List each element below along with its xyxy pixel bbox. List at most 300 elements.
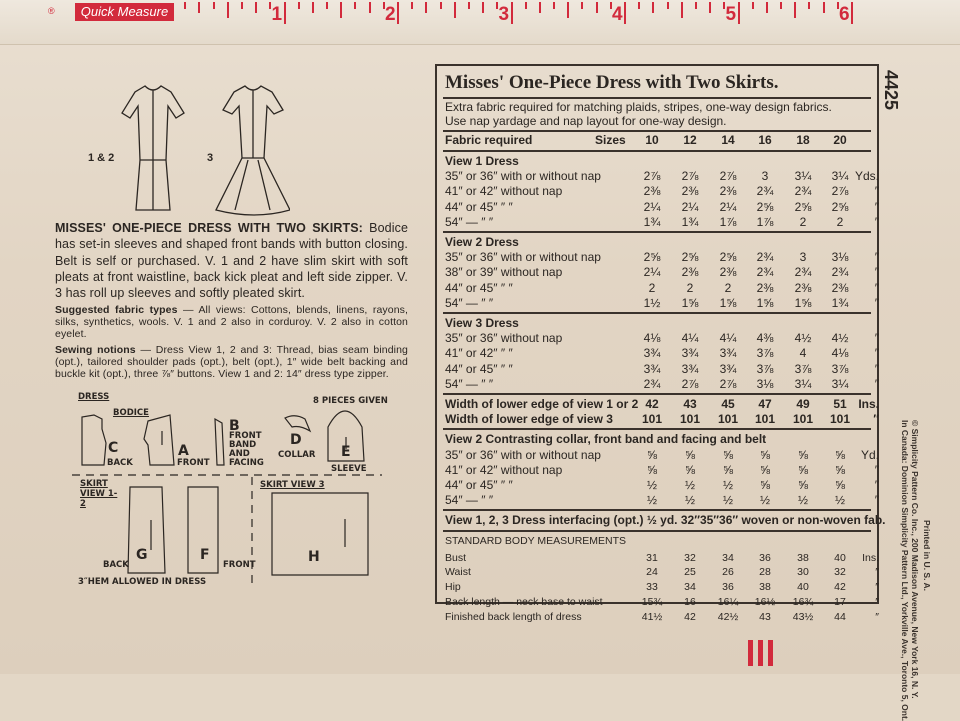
cell-value: 51 bbox=[833, 397, 847, 411]
divider bbox=[443, 130, 871, 132]
cell-value: 3⅞ bbox=[756, 361, 774, 376]
row-label: View 1 Dress bbox=[445, 154, 519, 168]
row-label: View 1, 2, 3 Dress interfacing (opt.) ½ yd. 32″35″36″ woven or non-woven fab. bbox=[445, 513, 886, 528]
piece-c-back bbox=[82, 415, 106, 465]
table-row bbox=[445, 462, 879, 478]
table-row bbox=[445, 295, 879, 311]
dress-pieces-heading: DRESS bbox=[78, 392, 110, 402]
unit: ″ bbox=[874, 250, 879, 265]
cell-value: 36 bbox=[722, 581, 734, 594]
unit: ″ bbox=[874, 493, 879, 508]
cell-value: ⅝ bbox=[759, 447, 770, 462]
cell-value: 2⅝ bbox=[831, 199, 849, 214]
cell-value: 2⅝ bbox=[756, 199, 774, 214]
ruler-tick bbox=[184, 2, 186, 9]
ruler-tick bbox=[454, 2, 456, 18]
copyright-line: © Simplicity Pattern Co. Inc., 200 Madison Avenue, New York 16, N. Y. bbox=[910, 420, 920, 699]
row-label: 35″ or 36″ with or without nap bbox=[445, 169, 601, 184]
printed-in: Printed in U. S. A. bbox=[922, 520, 932, 591]
ruler-tick bbox=[596, 2, 598, 13]
ruler-tick bbox=[780, 2, 782, 9]
table-row bbox=[445, 412, 879, 427]
size-column-header: 14 bbox=[721, 133, 735, 147]
sewing-notions-heading: Sewing notions bbox=[55, 344, 136, 357]
cell-value: ½ bbox=[646, 493, 657, 508]
size-column-header: 16 bbox=[758, 133, 772, 147]
cell-value: 2⅜ bbox=[831, 280, 849, 295]
cell-value: 1⅝ bbox=[681, 295, 699, 310]
yardage-chart bbox=[435, 64, 886, 623]
table-row bbox=[445, 580, 879, 595]
row-label: Finished back length of dress bbox=[445, 610, 582, 623]
cell-value: 2⅞ bbox=[831, 184, 849, 199]
table-row bbox=[445, 551, 879, 566]
ruler-tick bbox=[298, 2, 300, 9]
table-row bbox=[445, 361, 879, 377]
ruler-tick bbox=[312, 2, 314, 13]
sewing-notions-body: — Dress View 1, 2 and 3: Thread, bias seam binding (opt.), tailored shoulder pads (opt.), belt (opt.), 1″ wide belt backing and buckle kit (opt.), three ⅞″ buttons. View 1 and 2: 14″ dress type zipper. bbox=[55, 344, 408, 381]
canada-line: In Canada: Dominion Simplicity Pattern Ltd., Yorkville Ave., Toronto 5, Ont. bbox=[900, 420, 910, 721]
cell-value: 3 bbox=[799, 250, 807, 265]
ruler-tick bbox=[539, 2, 541, 13]
bodice-heading: BODICE bbox=[113, 408, 149, 418]
cell-value: 44 bbox=[834, 610, 846, 623]
cell-value: ½ bbox=[722, 478, 733, 492]
cell-value: 49 bbox=[796, 397, 810, 411]
ruler-inch-label: 5 bbox=[725, 4, 737, 25]
row-label: Hip bbox=[445, 581, 461, 594]
cell-value: 3¼ bbox=[831, 376, 849, 391]
cell-value: 2⅝ bbox=[643, 250, 661, 265]
cell-value: 1¾ bbox=[681, 214, 699, 229]
table-row bbox=[445, 169, 879, 184]
cell-value: 101 bbox=[754, 412, 776, 427]
unit: Yds. bbox=[854, 169, 879, 184]
ruler-inch-label: 1 bbox=[271, 4, 283, 25]
cell-value: 3⅞ bbox=[831, 361, 849, 376]
cell-value: ⅝ bbox=[722, 447, 733, 462]
cell-value: 3⅛ bbox=[831, 250, 849, 265]
note-line-2: Use nap yardage and nap layout for one-way design. bbox=[445, 114, 727, 128]
ruler-tick bbox=[468, 2, 470, 9]
ruler-tick bbox=[766, 2, 768, 13]
cell-value: 16 bbox=[684, 596, 696, 608]
unit: Ins. bbox=[858, 397, 879, 411]
cell-value: 4½ bbox=[794, 331, 812, 346]
cell-value: 4½ bbox=[831, 331, 849, 346]
piece-g-label: BACK bbox=[103, 560, 129, 570]
red-mark-bar bbox=[758, 640, 763, 666]
table-row bbox=[445, 265, 879, 280]
piece-f-letter: F bbox=[200, 547, 210, 563]
cell-value: 3⅞ bbox=[756, 346, 774, 361]
cell-value: 2⅜ bbox=[794, 280, 812, 295]
cell-value: 2⅜ bbox=[681, 265, 699, 280]
cell-value: 36 bbox=[759, 551, 771, 564]
ruler-tick bbox=[440, 2, 442, 9]
cell-value: 43 bbox=[759, 610, 771, 623]
cell-value: 31 bbox=[646, 551, 658, 564]
cell-value: 3¾ bbox=[643, 361, 661, 376]
cell-value: 101 bbox=[792, 412, 814, 427]
cell-value: 28 bbox=[759, 566, 771, 579]
cell-value: 2⅜ bbox=[643, 184, 661, 199]
cell-value: 45 bbox=[721, 397, 735, 411]
piece-a-letter: A bbox=[178, 443, 189, 459]
row-label: 44″ or 45″ ″ ″ bbox=[445, 361, 513, 376]
table-row bbox=[445, 184, 879, 199]
table-row bbox=[445, 397, 879, 412]
dress-view-3-sketch bbox=[216, 86, 290, 215]
divider bbox=[443, 312, 871, 314]
cell-value: 3⅛ bbox=[756, 376, 774, 391]
section-heading-row bbox=[445, 154, 871, 169]
cell-value: 32 bbox=[684, 551, 696, 564]
red-mark-bar bbox=[748, 640, 753, 666]
view-3-label: 3 bbox=[207, 152, 214, 164]
cell-value: 42 bbox=[684, 610, 696, 623]
cell-value: 4⅛ bbox=[831, 346, 849, 361]
cell-value: 2¾ bbox=[794, 184, 812, 199]
piece-b-letter: B bbox=[229, 418, 240, 434]
unit: ″ bbox=[874, 361, 879, 376]
size-column-header: 10 bbox=[645, 133, 659, 147]
cell-value: 2⅞ bbox=[719, 376, 737, 391]
section-heading-row bbox=[445, 432, 871, 447]
divider bbox=[443, 97, 871, 99]
cell-value: 2¼ bbox=[681, 199, 699, 214]
ruler-tick bbox=[581, 2, 583, 9]
table-row bbox=[445, 534, 871, 549]
cell-value: ½ bbox=[646, 478, 657, 492]
cell-value: 4⅜ bbox=[756, 331, 774, 346]
ruler-tick bbox=[851, 2, 853, 24]
table-row bbox=[445, 331, 879, 346]
cell-value: ½ bbox=[759, 493, 770, 508]
piece-h-skirt-view-3 bbox=[272, 493, 368, 575]
row-label: View 2 Contrasting collar, front band and facing and belt bbox=[445, 432, 767, 447]
cell-value: 1⅝ bbox=[756, 295, 774, 310]
ruler-tick bbox=[411, 2, 413, 9]
description-heading: MISSES' ONE-PIECE DRESS WITH TWO SKIRTS: bbox=[55, 221, 363, 235]
piece-a-label: FRONT bbox=[177, 458, 210, 468]
unit: ″ bbox=[873, 412, 879, 427]
unit: ″ bbox=[875, 581, 879, 594]
piece-b-label: FRONT BAND AND FACING bbox=[229, 431, 264, 468]
ruler-flap bbox=[0, 0, 960, 45]
unit: ″ bbox=[874, 184, 879, 199]
cell-value: 26 bbox=[722, 566, 734, 579]
row-label: Back length — neck base to waist bbox=[445, 596, 603, 608]
cell-value: 2¼ bbox=[643, 199, 661, 214]
hem-note: 3″HEM ALLOWED IN DRESS bbox=[78, 577, 207, 587]
cell-value: 3¾ bbox=[681, 361, 699, 376]
unit: ″ bbox=[874, 462, 879, 477]
piece-e-letter: E bbox=[341, 444, 351, 460]
cell-value: 3¾ bbox=[643, 346, 661, 361]
cell-value: 3¾ bbox=[719, 361, 737, 376]
pieces-count: 8 PIECES GIVEN bbox=[313, 396, 388, 406]
pattern-number: 4425 bbox=[881, 70, 901, 111]
piece-f-label: FRONT bbox=[223, 560, 256, 570]
ruler-tick bbox=[808, 2, 810, 9]
cell-value: 2⅝ bbox=[719, 250, 737, 265]
cell-value: ½ bbox=[722, 493, 733, 508]
section-heading-row bbox=[445, 316, 871, 331]
cell-value: 4¼ bbox=[681, 331, 699, 346]
cell-value: 2 bbox=[648, 280, 656, 295]
section-heading-row bbox=[445, 513, 886, 528]
table-row bbox=[445, 214, 879, 230]
row-label: View 2 Dress bbox=[445, 235, 519, 249]
divider bbox=[443, 150, 871, 152]
ruler-tick bbox=[652, 2, 654, 13]
table-row bbox=[445, 447, 879, 463]
cell-value: 2⅞ bbox=[681, 376, 699, 391]
cell-value: 2⅜ bbox=[719, 265, 737, 280]
cell-value: 3¼ bbox=[794, 169, 812, 184]
note-line-1: Extra fabric required for matching plaids, stripes, one-way design fabrics. bbox=[445, 100, 832, 114]
unit: ″ bbox=[874, 199, 879, 214]
row-label: 44″ or 45″ ″ ″ bbox=[445, 199, 513, 214]
piece-d-collar bbox=[285, 416, 310, 431]
cell-value: ½ bbox=[797, 493, 808, 508]
cell-value: 24 bbox=[646, 566, 658, 579]
piece-h-letter: H bbox=[308, 549, 320, 565]
ruler-tick bbox=[397, 2, 399, 24]
cell-value: 2¾ bbox=[756, 250, 774, 265]
piece-d-letter: D bbox=[290, 432, 302, 448]
cell-value: 2 bbox=[686, 280, 694, 295]
row-label: 44″ or 45″ ″ ″ bbox=[445, 478, 513, 492]
cell-value: 2⅞ bbox=[719, 169, 737, 184]
cell-value: 2⅜ bbox=[719, 184, 737, 199]
divider bbox=[443, 428, 871, 430]
piece-a-front bbox=[144, 415, 174, 465]
cell-value: 1¾ bbox=[831, 295, 849, 310]
divider bbox=[443, 393, 871, 395]
cell-value: 34 bbox=[684, 581, 696, 594]
cell-value: 2 bbox=[799, 214, 807, 229]
dress-view-1-2-sketch bbox=[122, 86, 184, 210]
ruler-inch-label: 3 bbox=[498, 4, 510, 25]
cell-value: ⅝ bbox=[646, 462, 657, 477]
cell-value: 2 bbox=[836, 214, 844, 229]
cell-value: 47 bbox=[758, 397, 772, 411]
table-row bbox=[445, 376, 879, 392]
cell-value: 33 bbox=[646, 581, 658, 594]
cell-value: ⅝ bbox=[834, 478, 845, 492]
row-label: 35″ or 36″ without nap bbox=[445, 331, 563, 346]
unit: ″ bbox=[874, 346, 879, 361]
cell-value: 16½ bbox=[754, 596, 776, 608]
cell-value: 1¾ bbox=[643, 214, 661, 229]
cell-value: ½ bbox=[834, 493, 845, 508]
cell-value: 42 bbox=[645, 397, 659, 411]
row-label: Width of lower edge of view 1 or 2 bbox=[445, 397, 639, 411]
cell-value: 101 bbox=[717, 412, 739, 427]
quick-measure-label: Quick Measure bbox=[75, 3, 174, 21]
ruler-tick bbox=[624, 2, 626, 24]
ruler-tick bbox=[638, 2, 640, 9]
cell-value: 3¼ bbox=[794, 376, 812, 391]
chart-title: Misses' One-Piece Dress with Two Skirts. bbox=[445, 72, 779, 93]
row-label: 35″ or 36″ with or without nap bbox=[445, 250, 601, 265]
ruler-tick bbox=[681, 2, 683, 18]
cell-value: 101 bbox=[641, 412, 663, 427]
unit: ″ bbox=[874, 295, 879, 310]
cell-value: 1⅞ bbox=[756, 214, 774, 229]
sizes-label: Sizes bbox=[595, 133, 626, 147]
ruler-tick bbox=[425, 2, 427, 13]
cell-value: 2⅝ bbox=[681, 250, 699, 265]
cell-value: ⅝ bbox=[834, 462, 845, 477]
cell-value: ⅝ bbox=[759, 478, 770, 492]
unit: ″ bbox=[874, 331, 879, 346]
cell-value: 2⅞ bbox=[643, 169, 661, 184]
cell-value: 2¾ bbox=[831, 265, 849, 280]
cell-value: 2⅜ bbox=[756, 280, 774, 295]
cell-value: ⅝ bbox=[684, 462, 695, 477]
cell-value: 1½ bbox=[643, 295, 661, 310]
row-label: 35″ or 36″ with or without nap bbox=[445, 447, 601, 462]
cell-value: 2 bbox=[724, 280, 732, 295]
ruler-tick bbox=[667, 2, 669, 9]
row-label: Waist bbox=[445, 566, 471, 579]
size-column-header: 20 bbox=[833, 133, 847, 147]
cell-value: 2¾ bbox=[643, 376, 661, 391]
row-label: STANDARD BODY MEASUREMENTS bbox=[445, 534, 627, 547]
row-label: 54″ — ″ ″ bbox=[445, 295, 494, 310]
ruler-tick bbox=[326, 2, 328, 9]
cell-value: 2¼ bbox=[643, 265, 661, 280]
description-body: Bodice has set-in sleeves and shaped front bands with button closing. Belt is self or purchased. V. 1 and 2 have slim skirt with soft pleats at front waistline, back kick pleat and left side zipper. V. 3 has roll up sleeves and softly pleated skirt. bbox=[55, 221, 408, 301]
size-column-header: 12 bbox=[683, 133, 697, 147]
ruler-tick bbox=[227, 2, 229, 18]
ruler-inch-label: 4 bbox=[612, 4, 623, 25]
table-row bbox=[445, 493, 879, 508]
piece-e-label: SLEEVE bbox=[331, 464, 367, 474]
cell-value: ⅝ bbox=[797, 462, 808, 477]
unit: ″ bbox=[875, 610, 879, 623]
unit: ″ bbox=[874, 376, 879, 391]
ruler-tick bbox=[284, 2, 286, 24]
divider bbox=[443, 530, 871, 532]
cell-value: 3¾ bbox=[719, 346, 737, 361]
row-label: 38″ or 39″ without nap bbox=[445, 265, 563, 280]
ruler-tick bbox=[794, 2, 796, 18]
cell-value: 30 bbox=[797, 566, 809, 579]
table-row bbox=[445, 478, 879, 493]
row-label: 44″ or 45″ ″ ″ bbox=[445, 280, 513, 295]
cell-value: ⅝ bbox=[797, 447, 808, 462]
cell-value: 2⅞ bbox=[681, 169, 699, 184]
table-row bbox=[445, 280, 879, 296]
cell-value: ½ bbox=[684, 493, 695, 508]
ruler-tick bbox=[709, 2, 711, 13]
divider bbox=[443, 509, 871, 511]
cell-value: 3¾ bbox=[681, 346, 699, 361]
cell-value: 43 bbox=[683, 397, 697, 411]
ruler-tick bbox=[567, 2, 569, 18]
size-column-header: 18 bbox=[796, 133, 810, 147]
row-label: Width of lower edge of view 3 bbox=[445, 412, 613, 427]
table-row bbox=[445, 346, 879, 361]
piece-g-letter: G bbox=[136, 547, 148, 563]
red-mark-bar bbox=[768, 640, 773, 666]
publisher-info bbox=[900, 420, 920, 721]
registered-mark: ® bbox=[48, 6, 55, 16]
cell-value: 2⅜ bbox=[681, 184, 699, 199]
cell-value: 40 bbox=[834, 551, 846, 564]
cell-value: 16¾ bbox=[792, 596, 814, 608]
row-label: Bust bbox=[445, 551, 467, 564]
cell-value: 1⅝ bbox=[794, 295, 812, 310]
cell-value: 2¾ bbox=[756, 265, 774, 280]
row-label: 54″ — ″ ″ bbox=[445, 376, 494, 391]
cell-value: 32 bbox=[834, 566, 846, 579]
cell-value: 38 bbox=[759, 581, 771, 594]
ruler-tick bbox=[823, 2, 825, 13]
cell-value: 15¾ bbox=[641, 596, 663, 608]
table-row bbox=[445, 565, 879, 580]
ruler-tick bbox=[241, 2, 243, 9]
cell-value: 43½ bbox=[792, 610, 814, 623]
cell-value: 1⅝ bbox=[719, 295, 737, 310]
unit: ″ bbox=[875, 566, 879, 579]
skirt-view-1-2-heading: SKIRT VIEW 1-2 bbox=[80, 479, 118, 509]
table-row bbox=[445, 610, 879, 625]
cell-value: 4⅛ bbox=[643, 331, 661, 346]
ruler-tick bbox=[511, 2, 513, 24]
ruler-tick bbox=[482, 2, 484, 13]
fabric-required-label: Fabric required bbox=[445, 133, 533, 147]
row-label: 41″ or 42″ without nap bbox=[445, 184, 563, 199]
cell-value: 40 bbox=[797, 581, 809, 594]
divider bbox=[443, 231, 871, 233]
cell-value: 42½ bbox=[717, 610, 739, 623]
unit: Ins. bbox=[862, 551, 879, 564]
view-1-2-label: 1 & 2 bbox=[88, 152, 115, 164]
description bbox=[55, 220, 408, 380]
cell-value: 16¼ bbox=[717, 596, 739, 608]
ruler-tick bbox=[213, 2, 215, 9]
ruler-tick bbox=[553, 2, 555, 9]
row-label: View 3 Dress bbox=[445, 316, 519, 330]
cell-value: 25 bbox=[684, 566, 696, 579]
dress-illustrations bbox=[110, 78, 290, 218]
cell-value: 38 bbox=[797, 551, 809, 564]
cell-value: 2⅝ bbox=[794, 199, 812, 214]
ruler-tick bbox=[752, 2, 754, 9]
unit: ″ bbox=[874, 478, 879, 492]
row-label: 54″ — ″ ″ bbox=[445, 214, 494, 229]
cell-value: 4¼ bbox=[719, 331, 737, 346]
cell-value: ⅝ bbox=[722, 462, 733, 477]
ruler-tick bbox=[369, 2, 371, 13]
unit: ″ bbox=[874, 214, 879, 229]
ruler-inch-label: 2 bbox=[385, 4, 396, 25]
piece-d-label: COLLAR bbox=[278, 450, 316, 460]
cell-value: 101 bbox=[829, 412, 851, 427]
chart-note bbox=[445, 100, 832, 128]
ruler-tick bbox=[525, 2, 527, 9]
ruler-tick bbox=[255, 2, 257, 13]
cell-value: ⅝ bbox=[759, 462, 770, 477]
unit: ″ bbox=[874, 280, 879, 295]
row-label: 54″ — ″ ″ bbox=[445, 493, 494, 508]
cell-value: 3 bbox=[761, 169, 769, 184]
